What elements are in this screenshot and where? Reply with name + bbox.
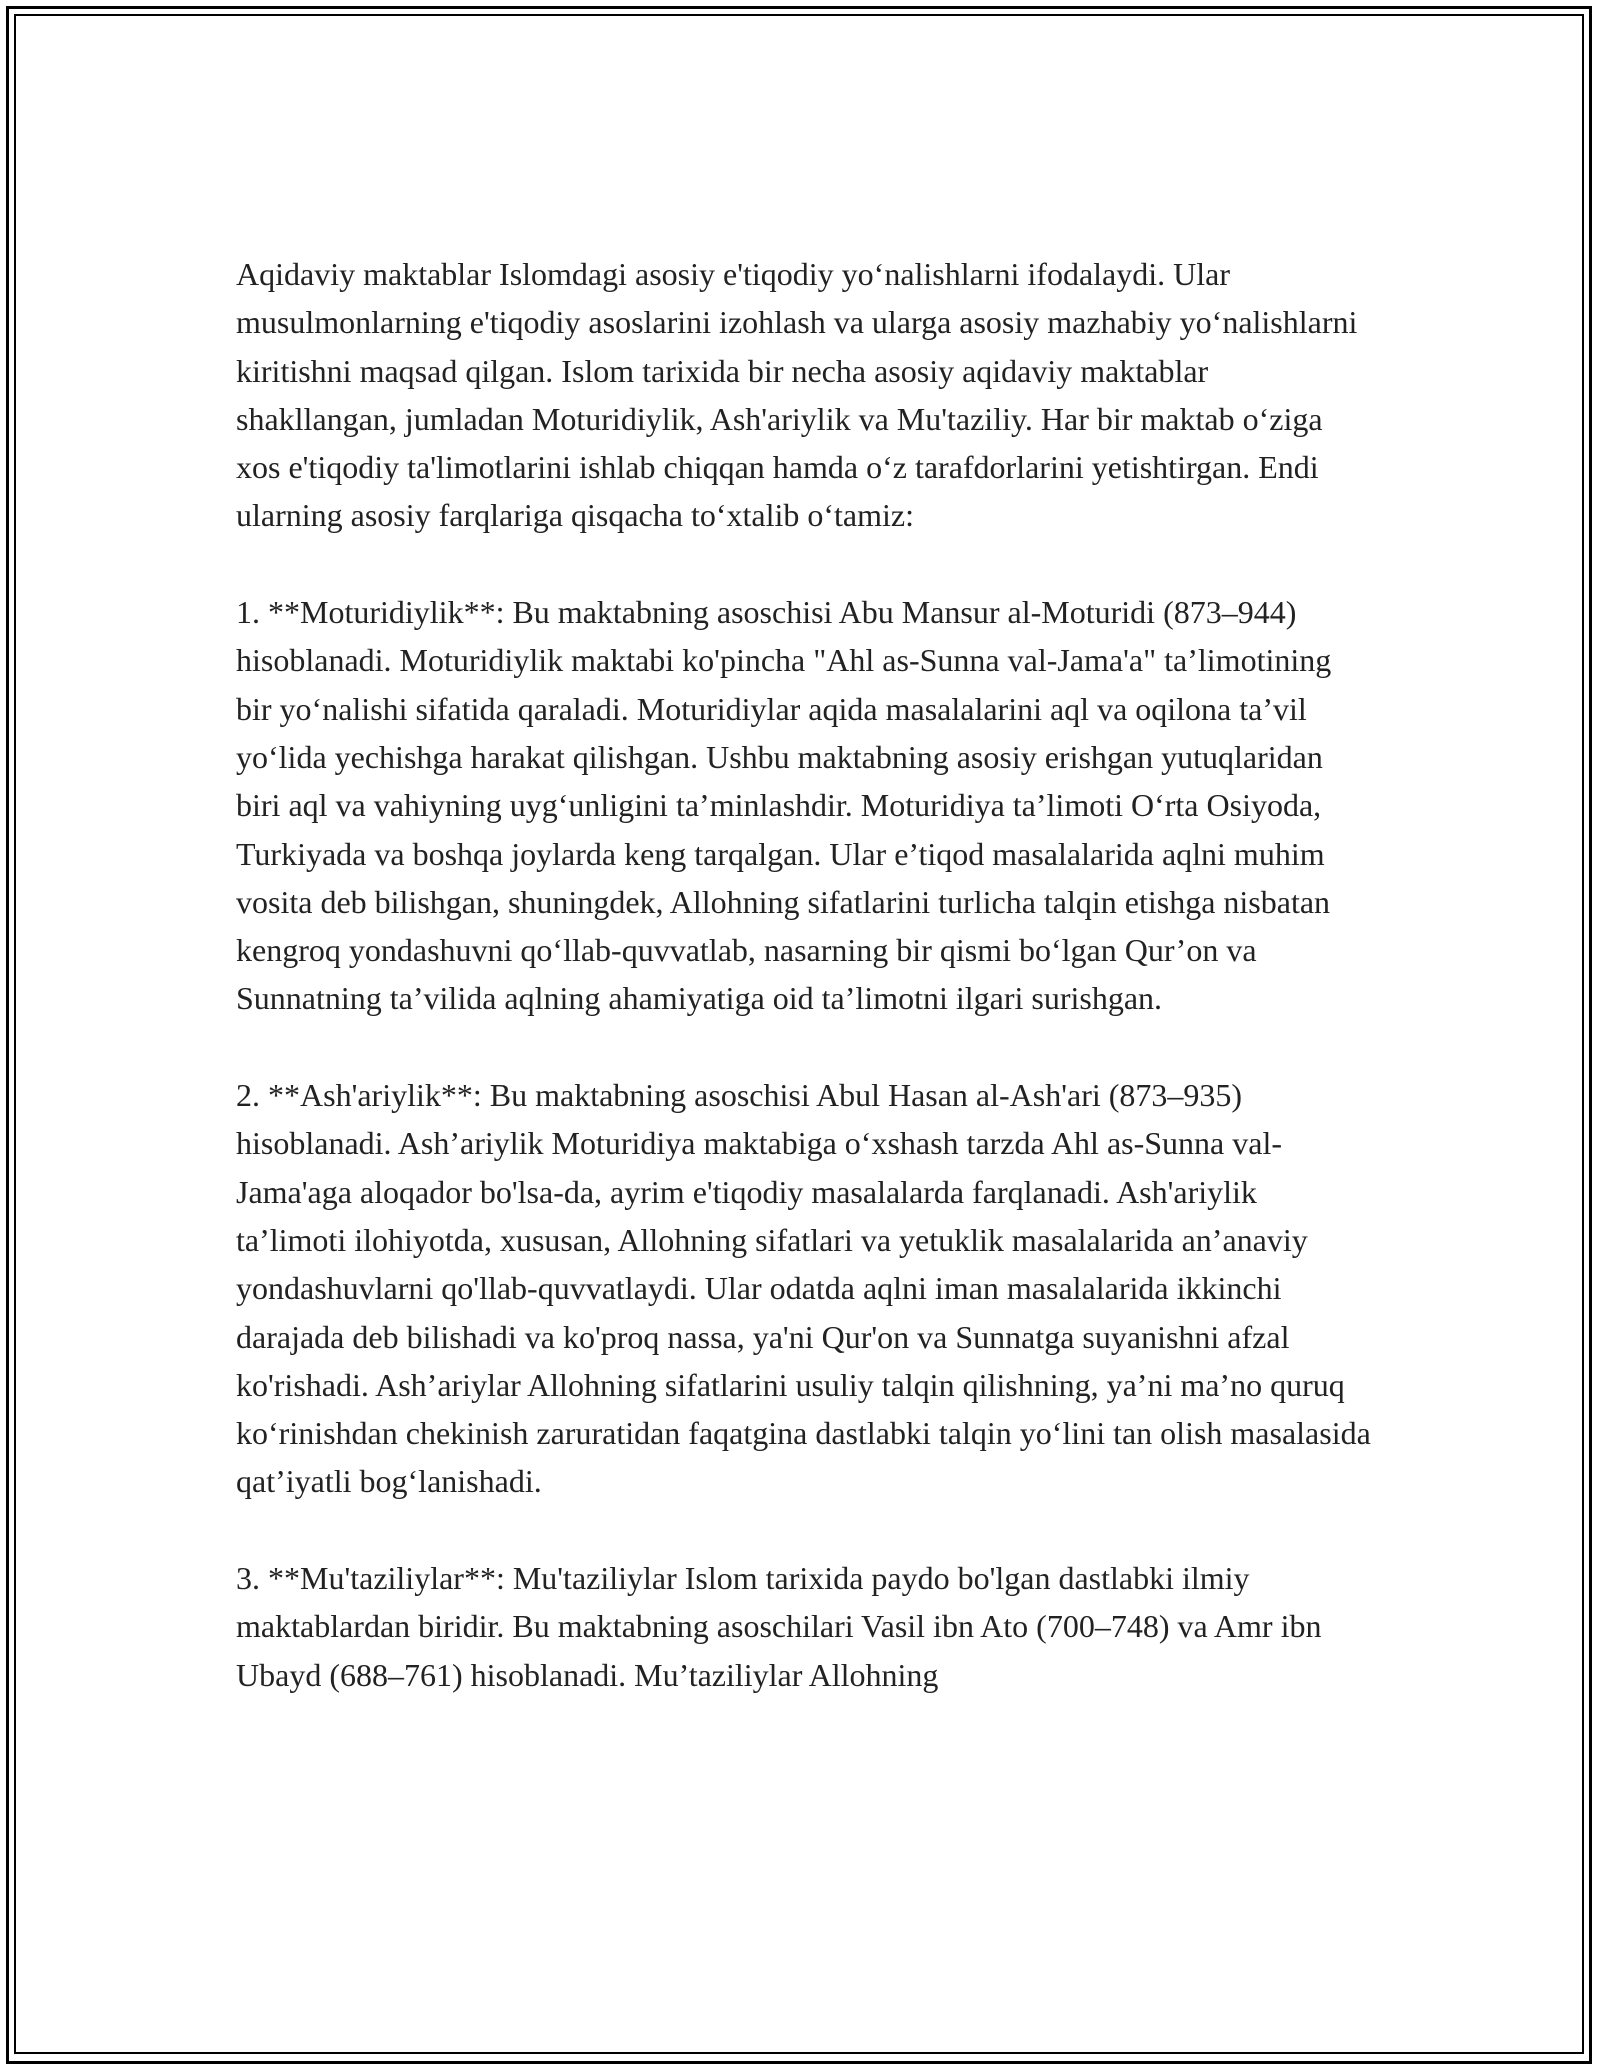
ashariylik-paragraph: 2. **Ash'ariylik**: Bu maktabning asoschisi Abul Hasan al-Ash'ari (873–935) hisoblanadi. Ash’ariylik Moturidiya maktabiga o‘xshash tarzda Ahl as-Sunna val-Jama'aga aloqador bo'lsa-da, ayrim e'tiqodiy masalalarda farqlanadi. Ash'ariylik ta’limoti ilohiyotda, xususan, Allohning sifatlari va yetuklik masalalarida an’anaviy yondashuvlarni qo'llab-quvvatlaydi. Ular odatda aqlni iman masalalarida ikkinchi darajada deb bilishadi va ko'proq nassa, ya'ni Qur'on va Sunnatga suyanishni afzal ko'rishadi. Ash’ariylar Allohning sifatlarini usuliy talqin qilishning, ya’ni ma’no quruq ko‘rinishdan chekinish zaruratidan faqatgina dastlabki talqin yo‘lini tan olish masalasida qat’iyatli bog‘lanishadi. — [236, 1077, 1371, 1500]
document-body — [236, 250, 1371, 1699]
moturidiylik-paragraph: 1. **Moturidiylik**: Bu maktabning asoschisi Abu Mansur al-Moturidi (873–944) hisoblanadi. Moturidiylik maktabi ko'pincha "Ahl as-Sunna val-Jama'a" ta’limotining bir yo‘nalishi sifatida qaraladi. Moturidiylar aqida masalalarini aql va oqilona ta’vil yo‘lida yechishga harakat qilishgan. Ushbu maktabning asosiy erishgan yutuqlaridan biri aql va vahiyning uyg‘unligini ta’minlashdir. Moturidiya ta’limoti O‘rta Osiyoda, Turkiyada va boshqa joylarda keng tarqalgan. Ular e’tiqod masalalarida aqlni muhim vosita deb bilishgan, shuningdek, Allohning sifatlarini turlicha talqin etishga nisbatan kengroq yondashuvni qo‘llab-quvvatlab, nasarning bir qismi bo‘lgan Qur’on va Sunnatning ta’vilida aqlning ahamiyatiga oid ta’limotni ilgari surishgan. — [236, 594, 1332, 1017]
mutaziliylar-paragraph: 3. **Mu'taziliylar**: Mu'taziliylar Islom tarixida paydo bo'lgan dastlabki ilmiy maktablardan biridir. Bu maktabning asoschilari Vasil ibn Ato (700–748) va Amr ibn Ubayd (688–761) hisoblanadi. Mu’taziliylar Allohning — [236, 1560, 1322, 1693]
intro-paragraph: Aqidaviy maktablar Islomdagi asosiy e'tiqodiy yo‘nalishlarni ifodalaydi. Ular musulmonlarning e'tiqodiy asoslarini izohlash va ularga asosiy mazhabiy yo‘nalishlarni kiritishni maqsad qilgan. Islom tarixida bir necha asosiy aqidaviy maktablar shakllangan, jumladan Moturidiylik, Ash'ariylik va Mu'taziliy. Har bir maktab o‘ziga xos e'tiqodiy ta'limotlarini ishlab chiqqan hamda o‘z tarafdorlarini yetishtirgan. Endi ularning asosiy farqlariga qisqacha to‘xtalib o‘tamiz: — [236, 256, 1358, 534]
